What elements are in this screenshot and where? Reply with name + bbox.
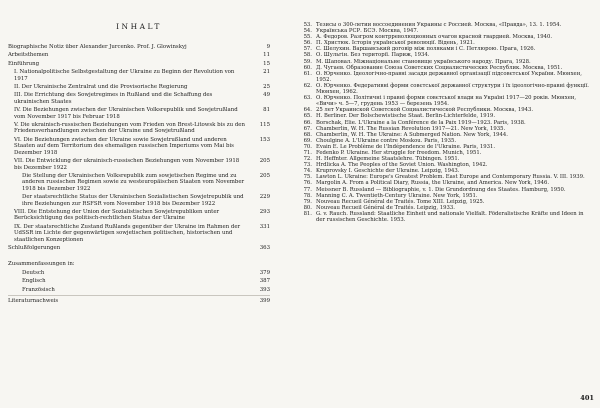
reference-number: 70. [303, 143, 312, 150]
reference-number: 58. [303, 52, 312, 59]
toc-entry-text: I. Nationalpolitische Selbstgestaltung der Ukraine zu Beginn der Revolution von 1917 [14, 69, 235, 82]
toc-entry-text: VII. Die Entwicklung der ukrainisch-russischen Beziehungen vom November 1918 bis Dezember 1922 [14, 158, 240, 171]
reference-number: 79. [303, 198, 312, 205]
summary-entry [22, 278, 270, 284]
reference-text: С. Шелухин. Варшавський договір між поляками і С. Петлюрою. Прага, 1926. [316, 46, 536, 53]
toc-column [8, 22, 270, 304]
toc-entry-page: 25 [263, 84, 270, 91]
toc-entry-page: 115 [259, 122, 270, 129]
reference-entry [300, 211, 594, 223]
toc-entry-text: Schlußfolgerungen [8, 244, 61, 251]
reference-text: Fedenko P. Ukraine. Her struggle for freedom. Munich, 1951. [316, 149, 482, 156]
summary-entry [22, 270, 270, 276]
toc-entry-text: IV. Die Beziehungen zwischen der Ukrainischen Volksrepublik und Sowjetrußland vom November 1917 bis Februar 1918 [14, 107, 238, 120]
toc-entry-text: Der staatsrechtliche Status der Ukrainischen Sozialistischen Sowjetrepublik und ihre Beziehungen zur RSFSR vom November 1918 bis Dezember 1922 [22, 194, 244, 207]
toc-entry [14, 224, 270, 243]
toc-entry-page: 9 [266, 44, 270, 50]
reference-text: О. Юрченко. Ідеологічно-правні засади державної організації підсовєтської України. Мюнхен, 1952. [316, 70, 582, 83]
reference-text: О. Юрченко. Політичні і правні форми совєтської влади на Україні 1917—20 років. Мюнхен, «Вичи» ч. 5—7, грудень 1953 — березень 1954. [316, 95, 577, 108]
reference-number: 68. [303, 131, 312, 138]
reference-number: 55. [303, 34, 312, 41]
toc-entry-page: 399 [259, 298, 270, 304]
reference-number: 56. [303, 40, 312, 47]
reference-text: H. Heffnter. Allgemeine Staatslehre. Tübingen. 1951. [316, 156, 460, 163]
reference-text: Nouveau Recueil Général de Traités. Leipzig, 1933. [316, 204, 455, 211]
reference-number: 74. [303, 168, 312, 175]
reference-number: 72. [303, 156, 312, 163]
toc-title: INHALT [116, 22, 162, 31]
reference-text: Lawton L. Ukraine: Europe's Greatest Problem. East Europe and Contemporary Russia. V. III. 1939. [316, 174, 585, 181]
toc-entry-page: 331 [259, 223, 270, 230]
reference-number: 77. [303, 186, 312, 193]
reference-text: Chamberlin, W. H. The Russian Revolution 1917—21. New York, 1935. [316, 125, 506, 132]
reference-text: H. Berliner. Der Bolschewistische Staat. Berlin-Lichterfelde, 1919. [316, 113, 496, 120]
reference-number: 64. [303, 107, 312, 114]
toc-entry [14, 84, 270, 90]
reference-number: 60. [303, 64, 312, 71]
toc-entry-page: 229 [259, 194, 270, 201]
reference-number: 65. [303, 113, 312, 120]
reference-text: Hrdlicka A. The Peoples of the Soviet Union. Washington, 1942. [316, 162, 488, 169]
reference-text: Meissner B. Russland — Bibliographie, v. 1. Die Grundordnung des Staates. Hamburg, 1950. [316, 186, 566, 193]
summary-entry-text: Englisch [22, 278, 46, 285]
toc-entry-page: 81 [263, 107, 270, 114]
reference-text: Margolin A. From a Political Diary, Russia, the Ukraine, and America. New York, 1946. [316, 180, 550, 187]
reference-text: Manning C. A. Twentieth-Century Ukraine. New York, 1951. [316, 192, 478, 199]
reference-number: 62. [303, 82, 312, 89]
toc-entry-page: 205 [259, 172, 270, 179]
reference-entry [300, 71, 594, 83]
toc-entry [14, 107, 270, 120]
toc-entry-text: II. Der Ukrainische Zentralrat und die Provisorische Regierung [14, 84, 188, 91]
toc-entry [22, 194, 270, 207]
reference-text: Українська РСР. БСЭ. Москва, 1947. [316, 28, 419, 35]
summary-entry-page: 387 [259, 278, 270, 285]
reference-text: М. Шаповал. Міжнаціональне становище українського народу. Прага, 1928. [316, 58, 531, 65]
toc-entry [14, 209, 270, 222]
reference-text: Kruprovsky I. Geschichte der Ukraine. Leipzig, 1943. [316, 168, 460, 175]
reference-text: О. Юрченко. Федеративні форми совєтської державної структури і їх ідеологічно-правні функції. Мюнхен, 1962. [316, 82, 589, 96]
reference-text: Borschak, Elie. L'Ukraine a la Conférence de la Paix 1919—1923. Paris, 1938. [316, 119, 526, 126]
toc-entry-literature [8, 298, 270, 304]
references-column [300, 22, 594, 223]
toc-entry-page: 11 [263, 52, 270, 59]
reference-number: 69. [303, 137, 312, 144]
toc-entry-page: 293 [259, 208, 270, 215]
reference-number: 75. [303, 174, 312, 181]
toc-entry-text: IX. Der staatsrechtliche Zustand Rußlands gegenüber der Ukraine im Rahmen der UdSSR im Lichte der gegenwärtigen sowjetischen politischen, historischen und staatlichen Konzeptionen [14, 223, 241, 243]
toc-entry-page: 363 [259, 244, 270, 251]
toc-entry-page: 15 [263, 60, 270, 67]
reference-text: А. Федоров. Разгром контрреволюционных очагов красной гвардией. Москва, 1940. [316, 34, 553, 41]
reference-number: 81. [303, 210, 312, 217]
reference-text: Evain E. Le Problème de l'Indépendence de l'Ukraine. Paris, 1931. [316, 143, 496, 150]
reference-number: 71. [303, 149, 312, 156]
toc-entry [8, 44, 270, 50]
reference-number: 63. [303, 95, 312, 102]
reference-text: Д. Чугаев. Образование Союза Советских Социалистических Республик. Москва, 1951. [316, 64, 563, 71]
toc-entry-text: VI. Die Beziehungen zwischen der Ukraine sowie Sowjetrußland und anderen Staaten auf dem Territorium des ehemaligen russischen Imperiums vom Mai bis Dezember 1918 [14, 136, 234, 156]
toc-entry-text: Die Stellung der Ukrainischen Volksrepublik zum sowjetischen Regime und zu anderen russischen Regimen sowie zu westeuropäischen Staaten vom November 1918 bis Dezember 1922 [22, 172, 245, 192]
summaries-list [8, 270, 270, 293]
summary-entry [22, 287, 270, 293]
reference-number: 59. [303, 58, 312, 65]
reference-text: 25 лет Украинской Советской Социалистической Республики. Москва, 1943. [316, 107, 534, 114]
toc-entry-text: Einführung [8, 60, 40, 67]
summary-entry-page: 393 [259, 286, 270, 293]
toc-entry [14, 92, 270, 105]
divider [8, 295, 270, 296]
summary-entry-text: Deutsch [22, 269, 45, 276]
reference-number: 54. [303, 28, 312, 35]
reference-text: П. Христюк. Історія української революції. Відень, 1921. [316, 40, 475, 47]
reference-number: 66. [303, 119, 312, 126]
reference-entry [300, 95, 594, 107]
summary-entry-page: 379 [259, 269, 270, 276]
references-list [300, 22, 594, 223]
summaries-label: Zusammenfassungen in: [8, 261, 75, 268]
reference-number: 78. [303, 192, 312, 199]
toc-entry [14, 158, 270, 171]
toc-entry-text: Literaturnachweis [8, 298, 59, 304]
reference-text: Choulgine A. L'Ukraine contre Moskou. Paris, 1935. [316, 137, 457, 144]
toc-entry-page: 49 [263, 92, 270, 99]
reference-entry [300, 83, 594, 95]
toc-entry [14, 69, 270, 82]
reference-text: О. Шульгін. Без території. Париж, 1934. [316, 52, 430, 59]
toc-entry [14, 137, 270, 156]
toc-entry-text: Biographische Notiz über Alexander Jurcenko. Prof. J. Glowinskyj [8, 44, 187, 50]
toc-entry-text: Arbeitsthemen [8, 52, 49, 59]
toc-entry-page: 21 [263, 69, 270, 76]
reference-text: Chamberlin, W. H. The Ukraine: A Submerged Nation. New York, 1944. [316, 131, 508, 138]
toc-entry-page: 205 [259, 158, 270, 165]
reference-text: G. v. Rauch. Russland: Staatliche Einheit und nationale Vielfalt. Föderalistische Kräfte und Ideen in der russischen Geschichte. 1953. [316, 210, 584, 223]
toc-entry [8, 61, 270, 67]
reference-text: Nouveau Recueil Général de Traités. Tome XIII. Leipzig, 1925. [316, 198, 485, 205]
reference-number: 53. [303, 22, 312, 28]
toc-list [8, 44, 270, 251]
toc-entry-page: 153 [259, 136, 270, 143]
reference-number: 76. [303, 180, 312, 187]
toc-entry [22, 173, 270, 192]
toc-entry-text: VIII. Die Entstehung der Union der Sozialistischen Sowjetrepubliken unter Berücksichtigung des politisch-rechtlichen Status der Ukraine [14, 208, 220, 222]
reference-text: Тезисы о 300-летии воссоединения Украины с Россией. Москва, «Правда», 13. 1. 1954. [316, 22, 562, 28]
toc-entry-text: III. Die Errichtung des Sowjetregimes in Rußland und die Schaffung des ukrainischen Staates [14, 92, 213, 105]
toc-entry [8, 245, 270, 251]
reference-number: 61. [303, 70, 312, 77]
page-number: 401 [580, 394, 594, 402]
reference-number: 73. [303, 162, 312, 169]
reference-number: 67. [303, 125, 312, 132]
toc-entry-text: V. Die ukrainisch-russischen Beziehungen vom Frieden von Brest-Litowsk bis zu den Friedensverhandlungen zwischen der Ukraine und Sowjetrußland [14, 122, 245, 135]
toc-entry [14, 122, 270, 135]
summary-entry-text: Französisch [22, 286, 55, 293]
toc-entry [8, 52, 270, 58]
reference-number: 80. [303, 204, 312, 211]
reference-number: 57. [303, 46, 312, 53]
